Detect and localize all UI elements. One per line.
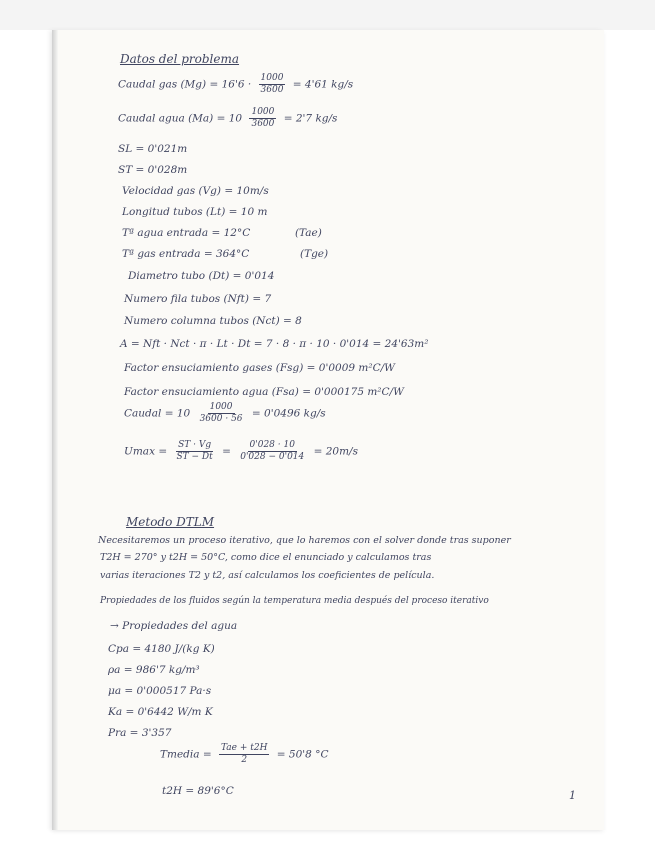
- tmedia-fraction: [219, 743, 269, 766]
- caudal-agua-pre: Caudal agua (Ma) = 10: [118, 112, 243, 125]
- t-agua-tag: (Tae): [294, 227, 322, 239]
- line-caudal: [124, 402, 596, 425]
- line-umax: [124, 440, 596, 463]
- umax-post: = 20m/s: [313, 445, 358, 458]
- umax-num-1: ST · Vg: [178, 440, 212, 450]
- umax-pre: Umax =: [124, 445, 168, 458]
- caudal-agua-den: 3600: [251, 119, 275, 129]
- prop-k: Ka = 0'6442 W/m K: [108, 706, 213, 718]
- propiedades-agua-title: → Propiedades del agua: [110, 620, 238, 632]
- para1-line2: T2H = 270° y t2H = 50°C, como dice el enunciado y calculamos tras: [100, 552, 432, 563]
- page-number: 1: [569, 789, 576, 802]
- umax-num-2: 0'028 · 10: [249, 440, 295, 450]
- tmedia-den: 2: [241, 755, 248, 765]
- caudal-fraction: [198, 402, 245, 425]
- caudal-gas-post: = 4'61 kg/s: [292, 78, 354, 91]
- notebook-page: [52, 30, 604, 830]
- line-t-gas: [122, 248, 596, 260]
- prop-cpa: Cpa = 4180 J/(kg K): [108, 643, 215, 655]
- propiedades-intro: Propiedades de los fluidos según la temperatura media después del proceso iterativo: [100, 596, 489, 606]
- caudal-gas-pre: Caudal gas (Mg) = 16'6 ·: [118, 78, 252, 91]
- metodo-title: Metodo DTLM: [126, 515, 215, 529]
- t-gas-text: Tª gas entrada = 364°C: [122, 248, 250, 260]
- caudal-gas-num: 1000: [260, 73, 284, 83]
- line-sl: SL = 0'021m: [118, 143, 188, 155]
- line-longitud: Longitud tubos (Lt) = 10 m: [122, 206, 268, 218]
- t-gas-tag: (Tge): [299, 248, 329, 260]
- line-tmedia: [160, 743, 596, 766]
- line-velocidad: Velocidad gas (Vg) = 10m/s: [122, 185, 269, 197]
- prop-mu: μa = 0'000517 Pa·s: [108, 685, 212, 697]
- line-factor-gas: Factor ensuciamiento gases (Fsg) = 0'0009 m²C/W: [124, 362, 395, 374]
- prop-pr: Pra = 3'357: [108, 727, 172, 739]
- umax-fraction-2: [238, 440, 306, 463]
- para1-line1: Necesitaremos un proceso iterativo, que lo haremos con el solver donde tras suponer: [98, 535, 511, 546]
- t-agua-text: Tª agua entrada = 12°C: [122, 227, 251, 239]
- line-t2h: t2H = 89'6°C: [162, 785, 234, 797]
- line-caudal-gas: [118, 73, 596, 96]
- line-t-agua: [122, 227, 596, 239]
- caudal-agua-post: = 2'7 kg/s: [283, 112, 338, 125]
- umax-fraction-1: [174, 440, 214, 463]
- umax-den-1: ST − Dt: [176, 452, 213, 462]
- tmedia-post: = 50'8 °C: [276, 748, 329, 761]
- caudal-num: 1000: [209, 402, 233, 412]
- umax-eq: =: [222, 445, 231, 458]
- para1-line3: varias iteraciones T2 y t2, así calculamos los coeficientes de película.: [100, 570, 435, 581]
- line-diametro: Diametro tubo (Dt) = 0'014: [128, 270, 275, 282]
- caudal-post: = 0'0496 kg/s: [251, 407, 326, 420]
- line-area: A = Nft · Nct · π · Lt · Dt = 7 · 8 · π · 10 · 0'014 = 24'63m²: [120, 338, 429, 350]
- line-factor-agua: Factor ensuciamiento agua (Fsa) = 0'000175 m²C/W: [124, 386, 404, 398]
- caudal-den: 3600 · 56: [199, 414, 243, 424]
- prop-rho: ρa = 986'7 kg/m³: [108, 664, 200, 676]
- umax-den-2: 0'028 − 0'014: [240, 452, 305, 462]
- caudal-pre: Caudal = 10: [124, 407, 191, 420]
- background-top: [0, 0, 655, 30]
- page-title: Datos del problema: [120, 52, 240, 66]
- caudal-gas-den: 3600: [260, 85, 284, 95]
- line-numero-fila: Numero fila tubos (Nft) = 7: [124, 293, 272, 305]
- line-caudal-agua: [118, 107, 596, 130]
- caudal-gas-fraction: [259, 73, 286, 96]
- line-st: ST = 0'028m: [118, 164, 188, 176]
- caudal-agua-fraction: [249, 107, 276, 130]
- line-numero-columna: Numero columna tubos (Nct) = 8: [124, 315, 302, 327]
- tmedia-num: Tae + t2H: [221, 743, 268, 753]
- tmedia-pre: Tmedia =: [160, 748, 212, 761]
- caudal-agua-num: 1000: [251, 107, 275, 117]
